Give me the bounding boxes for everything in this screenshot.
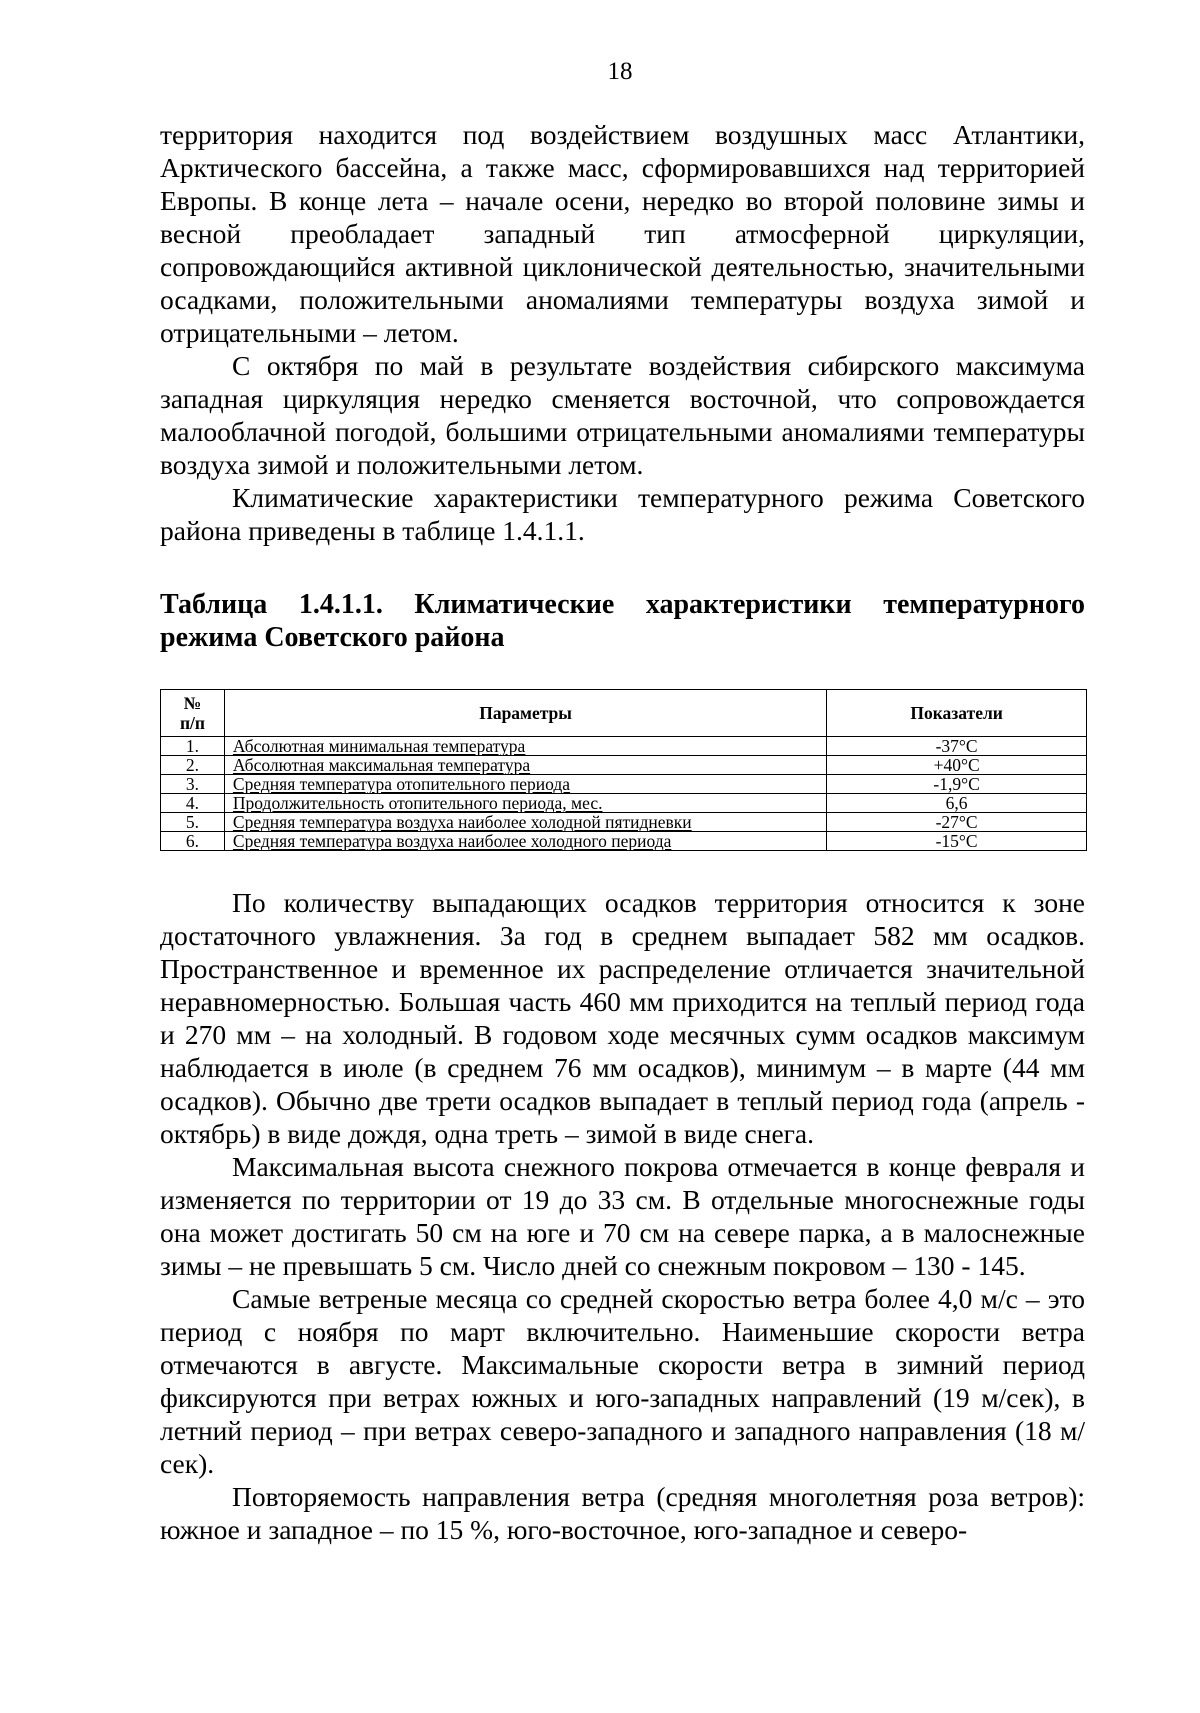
row-param: Средняя температура воздуха наиболее холодной пятидневки <box>224 813 826 832</box>
row-value: -1,9°С <box>827 775 1087 794</box>
header-value: Показатели <box>827 690 1087 737</box>
table-row <box>161 756 1087 775</box>
table-row <box>161 775 1087 794</box>
temperature-table <box>160 689 1087 851</box>
row-num: 4. <box>161 794 225 813</box>
header-param: Параметры <box>224 690 826 737</box>
header-num-line1: № <box>183 693 202 713</box>
table-title: Таблица 1.4.1.1. Климатические характеристики температурного режима Советского района <box>160 589 1085 653</box>
row-param: Абсолютная минимальная температура <box>224 737 826 756</box>
row-num: 2. <box>161 756 225 775</box>
table-row <box>161 794 1087 813</box>
row-value: -15°С <box>827 832 1087 851</box>
header-num <box>161 690 225 737</box>
text-after-table <box>160 886 1085 1546</box>
row-param: Абсолютная максимальная температура <box>224 756 826 775</box>
row-num: 1. <box>161 737 225 756</box>
row-value: -27°С <box>827 813 1087 832</box>
row-value: -37°С <box>827 737 1087 756</box>
table-row <box>161 737 1087 756</box>
paragraph-1: территория находится под воздействием воздушных масс Атлантики, Арктического бассейна, а также масс, сформировавшихся над территорией Европы. В конце лета – начале осени, нередко во второй половине зимы и весной преобладает западный тип атмосферной циркуляции, сопровождающийся активной циклонической деятельностью, значительными осадками, положительными аномалиями температуры воздуха зимой и отрицательными – летом. <box>160 119 1085 348</box>
header-num-line2: п/п <box>179 713 205 733</box>
row-num: 3. <box>161 775 225 794</box>
paragraph-6: Самые ветреные месяца со средней скоростью ветра более 4,0 м/с – это период с ноября по март включительно. Наименьшие скорости ветра отмечаются в августе. Максимальные скорости ветра в зимний период фиксируются при ветрах южных и юго-западных направлений (19 м/сек), в летний период – при ветрах северо-западного и западного направления (18 м/сек). <box>160 1283 1085 1479</box>
document-body <box>160 118 1085 1546</box>
row-param: Продолжительность отопительного периода, мес. <box>224 794 826 813</box>
paragraph-4: По количеству выпадающих осадков территория относится к зоне достаточного увлажнения. За год в среднем выпадает 582 мм осадков. Пространственное и временное их распределение отличается значительной неравномерностью. Большая часть 460 мм приходится на теплый период года и 270 мм – на холодный. В годовом ходе месячных сумм осадков максимум наблюдается в июле (в среднем 76 мм осадков), минимум – в марте (44 мм осадков). Обычно две трети осадков выпадает в теплый период года (апрель - октябрь) в виде дождя, одна треть – зимой в виде снега. <box>160 887 1085 1149</box>
paragraph-5: Максимальная высота снежного покрова отмечается в конце февраля и изменяется по территории от 19 до 33 см. В отдельные многоснежные годы она может достигать 50 см на юге и 70 см на севере парка, а в малоснежные зимы – не превышать 5 см. Число дней со снежным покровом – 130 - 145. <box>160 1151 1085 1281</box>
row-value: 6,6 <box>827 794 1087 813</box>
table-row <box>161 832 1087 851</box>
page-number: 18 <box>607 58 633 85</box>
row-param: Средняя температура воздуха наиболее холодного периода <box>224 832 826 851</box>
table-header-row <box>161 690 1087 737</box>
table-row <box>161 813 1087 832</box>
row-param: Средняя температура отопительного периода <box>224 775 826 794</box>
paragraph-7: Повторяемость направления ветра (средняя многолетняя роза ветров): южное и западное – по 15 %, юго-восточное, юго-западное и северо- <box>160 1481 1085 1545</box>
paragraph-2: С октября по май в результате воздействия сибирского максимума западная циркуляция нередко сменяется восточной, что сопровождается малооблачной погодой, большими отрицательными аномалиями температуры воздуха зимой и положительными летом. <box>160 350 1085 480</box>
paragraph-3: Климатические характеристики температурного режима Советского района приведены в таблице 1.4.1.1. <box>160 482 1085 546</box>
row-num: 6. <box>161 832 225 851</box>
row-value: +40°С <box>827 756 1087 775</box>
row-num: 5. <box>161 813 225 832</box>
